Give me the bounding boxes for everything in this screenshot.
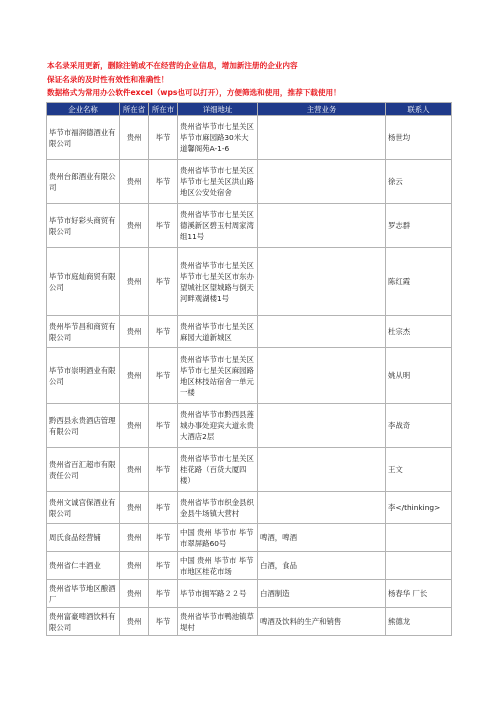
- table-row: [47, 348, 452, 404]
- cell-address: 贵州省毕节市七星关区麻园大道新城区: [178, 316, 258, 348]
- cell-city: 毕节: [149, 116, 178, 160]
- cell-contact: [386, 552, 452, 580]
- cell-city: 毕节: [149, 404, 178, 448]
- cell-contact: 李</thinking>: [386, 492, 452, 524]
- cell-business: [258, 248, 386, 316]
- header-company-name: 企业名称: [47, 103, 120, 116]
- cell-city: 毕节: [149, 580, 178, 608]
- table-row: [47, 580, 452, 608]
- cell-address: 贵州省毕节市鸭池镇草堤村: [178, 608, 258, 636]
- table-row: [47, 116, 452, 160]
- table-row: [47, 248, 452, 316]
- cell-province: 贵州: [120, 248, 149, 316]
- table-row: [47, 404, 452, 448]
- cell-address: 中国 贵州 毕节市 毕节市翠屏路60号: [178, 524, 258, 552]
- cell-company-name: 贵州毕节昌和商贸有限公司: [47, 316, 120, 348]
- cell-contact: 杨世均: [386, 116, 452, 160]
- cell-company-name: 贵州富豪啤酒饮料有限公司: [47, 608, 120, 636]
- cell-company-name: 贵州省毕节地区酿酒厂: [47, 580, 120, 608]
- cell-city: 毕节: [149, 448, 178, 492]
- cell-address: 贵州省毕节市七星关区毕节市麻园路30米大道馨阁苑A-1-6: [178, 116, 258, 160]
- cell-province: 贵州: [120, 448, 149, 492]
- notice-block: [47, 59, 467, 100]
- cell-address: 贵州省毕节市七星关区毕节市七星关区市东办望城社区望城路与倒天河畔观湖楼1号: [178, 248, 258, 316]
- header-city: 所在市: [149, 103, 178, 116]
- cell-contact: 王文: [386, 448, 452, 492]
- cell-city: 毕节: [149, 552, 178, 580]
- cell-city: 毕节: [149, 160, 178, 204]
- cell-business: [258, 348, 386, 404]
- cell-business: [258, 116, 386, 160]
- cell-province: 贵州: [120, 492, 149, 524]
- cell-contact: 姚从明: [386, 348, 452, 404]
- table-row: [47, 204, 452, 248]
- table-row: [47, 524, 452, 552]
- cell-city: 毕节: [149, 316, 178, 348]
- cell-province: 贵州: [120, 524, 149, 552]
- cell-address: 中国 贵州 毕节市 毕节市地区桂花市场: [178, 552, 258, 580]
- table-row: [47, 316, 452, 348]
- notice-line: 本名录采用更新，删除注销或不在经营的企业信息，增加新注册的企业内容: [47, 61, 298, 70]
- header-contact: 联系人: [386, 103, 452, 116]
- cell-city: 毕节: [149, 348, 178, 404]
- cell-business: 白酒制造: [258, 580, 386, 608]
- notice-line: 数据格式为常用办公软件excel（wps也可以打开），方便筛选和使用，推荐下载使用！: [47, 88, 341, 97]
- cell-province: 贵州: [120, 348, 149, 404]
- cell-business: 啤酒，啤酒: [258, 524, 386, 552]
- cell-address: 贵州省毕节市七星关区德溪新区碧玉村周家湾组11号: [178, 204, 258, 248]
- cell-business: [258, 316, 386, 348]
- header-province: 所在省: [120, 103, 149, 116]
- cell-address: 贵州省毕节市织金县织金县牛场镇大营村: [178, 492, 258, 524]
- cell-city: 毕节: [149, 524, 178, 552]
- cell-province: 贵州: [120, 316, 149, 348]
- cell-contact: 李战奇: [386, 404, 452, 448]
- header-business: 主营业务: [258, 103, 386, 116]
- table-row: [47, 608, 452, 636]
- table-row: [47, 160, 452, 204]
- cell-business: [258, 404, 386, 448]
- cell-company-name: 黔西县永贵酒店管理有限公司: [47, 404, 120, 448]
- cell-province: 贵州: [120, 204, 149, 248]
- cell-address: 贵州省毕节市七星关区桂花路（百货大厦四楼）: [178, 448, 258, 492]
- table-row: [47, 552, 452, 580]
- table-row: [47, 492, 452, 524]
- cell-province: 贵州: [120, 580, 149, 608]
- cell-company-name: 贵州台郎酒业有限公司: [47, 160, 120, 204]
- cell-contact: 熊德龙: [386, 608, 452, 636]
- cell-province: 贵州: [120, 116, 149, 160]
- cell-business: [258, 204, 386, 248]
- cell-company-name: 毕节市庭灿商贸有限公司: [47, 248, 120, 316]
- cell-contact: 杜宗杰: [386, 316, 452, 348]
- cell-company-name: 毕节市好彩头商贸有限公司: [47, 204, 120, 248]
- cell-business: 啤酒及饮料的生产和销售: [258, 608, 386, 636]
- cell-company-name: 贵州文诚宫保酒业有限公司: [47, 492, 120, 524]
- cell-address: 贵州省毕节市七星关区毕节市七星关区麻园路地区林技站宿舍一单元一楼: [178, 348, 258, 404]
- cell-company-name: 毕节市崇明酒业有限公司: [47, 348, 120, 404]
- cell-contact: 杨春华 厂长: [386, 580, 452, 608]
- cell-city: 毕节: [149, 608, 178, 636]
- cell-company-name: 贵州省仁丰酒业: [47, 552, 120, 580]
- cell-province: 贵州: [120, 160, 149, 204]
- cell-business: [258, 492, 386, 524]
- cell-city: 毕节: [149, 492, 178, 524]
- cell-business: [258, 160, 386, 204]
- cell-province: 贵州: [120, 404, 149, 448]
- cell-province: 贵州: [120, 552, 149, 580]
- cell-address: 贵州省毕节市黔西县莲城办事处迎宾大道永贵大酒店2层: [178, 404, 258, 448]
- cell-contact: 陈红霞: [386, 248, 452, 316]
- cell-address: 毕节市拥军路２２号: [178, 580, 258, 608]
- cell-company-name: 毕节市福润德酒业有限公司: [47, 116, 120, 160]
- cell-city: 毕节: [149, 248, 178, 316]
- cell-contact: 徐云: [386, 160, 452, 204]
- cell-province: 贵州: [120, 608, 149, 636]
- cell-company-name: 周氏食品经营铺: [47, 524, 120, 552]
- cell-contact: 罗志群: [386, 204, 452, 248]
- cell-business: [258, 448, 386, 492]
- cell-business: 白酒，食品: [258, 552, 386, 580]
- cell-city: 毕节: [149, 204, 178, 248]
- notice-line: 保证名录的及时性有效性和准确性！: [47, 74, 169, 84]
- table-header-row: [47, 103, 452, 116]
- cell-company-name: 贵州省百汇超市有限责任公司: [47, 448, 120, 492]
- table-row: [47, 448, 452, 492]
- cell-contact: [386, 524, 452, 552]
- header-address: 详细地址: [178, 103, 258, 116]
- company-table: [46, 102, 452, 636]
- cell-address: 贵州省毕节市七星关区毕节市七星关区洪山路地区公安处宿舍: [178, 160, 258, 204]
